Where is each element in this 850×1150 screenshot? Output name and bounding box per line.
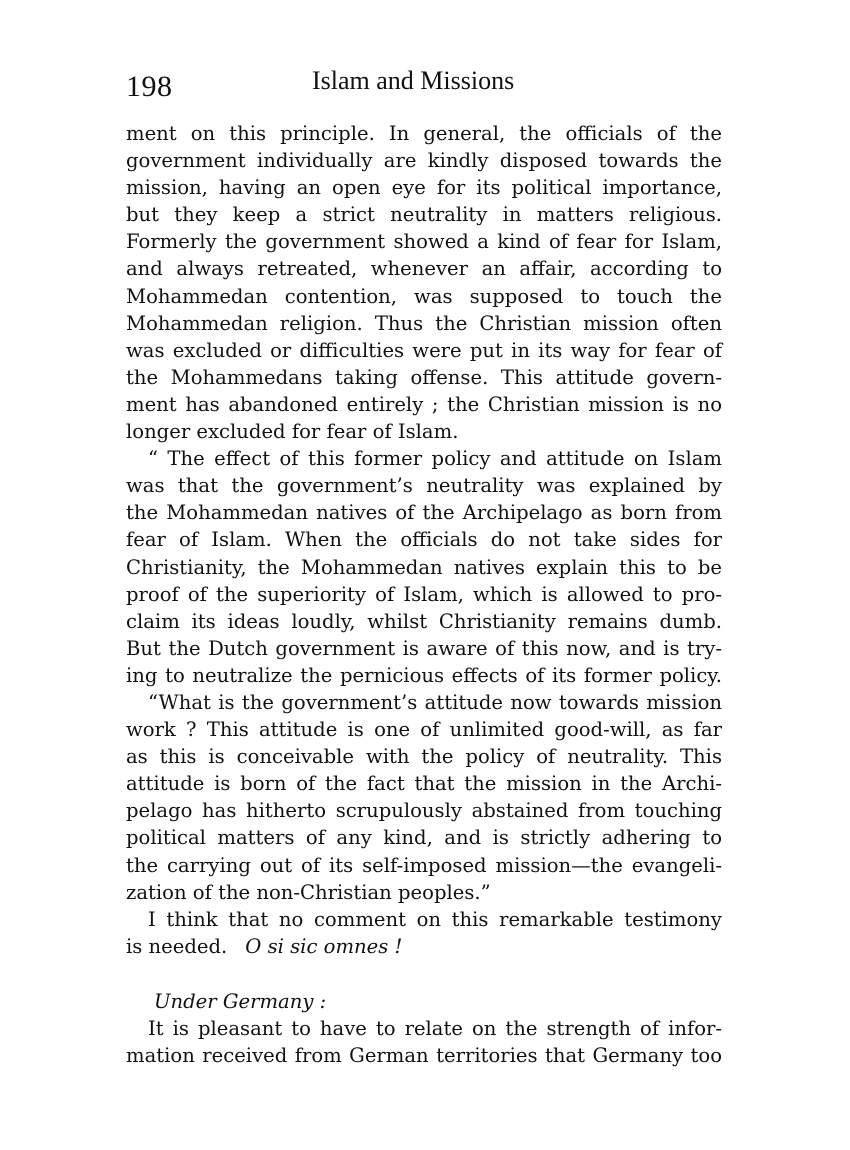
paragraph-start-line: I think that no comment on this remarkable testimony xyxy=(148,907,722,931)
text-line: fear of Islam. When the officials do not take sides for xyxy=(126,528,722,552)
text-line: the Mohammedan natives of the Archipelago as born from xyxy=(126,501,722,525)
text-line: Formerly the government showed a kind of fear for Islam, xyxy=(126,230,722,254)
text-line: longer excluded for fear of Islam. xyxy=(126,420,459,444)
text-line: and always retreated, whenever an affair, according to xyxy=(126,257,722,281)
text-line: claim its ideas loudly, whilst Christianity remains dumb. xyxy=(126,609,722,633)
text-line: pelago has hitherto scrupulously abstained from touching xyxy=(126,799,722,823)
text-line: ing to neutralize the pernicious effects of its former policy. xyxy=(126,663,722,687)
text-line: ment has abandoned entirely ; the Christian mission is no xyxy=(126,392,722,416)
text-line: But the Dutch government is aware of this now, and is try- xyxy=(126,636,722,660)
text-line: mation received from German territories that Germany too xyxy=(126,1044,722,1068)
text-line: attitude is born of the fact that the mission in the Archi- xyxy=(126,772,722,796)
paragraph-start-line: It is pleasant to have to relate on the strength of infor- xyxy=(148,1017,722,1040)
text-line: work ? This attitude is one of unlimited good-will, as far xyxy=(126,718,722,742)
page-number: 198 xyxy=(126,70,173,103)
section-heading: Under Germany : xyxy=(154,989,327,1013)
text-line: the Mohammedans taking offense. This attitude govern- xyxy=(126,365,722,389)
text-fragment: is needed. xyxy=(126,934,228,958)
running-head xyxy=(126,64,722,108)
text-line: political matters of any kind, and is strictly adhering to xyxy=(126,826,722,850)
section-spacer xyxy=(126,960,722,988)
text-line: proof of the superiority of Islam, which is allowed to pro- xyxy=(126,582,722,606)
text-line: government individually are kindly disposed towards the xyxy=(126,149,722,173)
text-line: as this is conceivable with the policy of neutrality. This xyxy=(126,745,722,769)
text-line: Mohammedan religion. Thus the Christian mission often xyxy=(126,311,722,335)
text-line-with-closing xyxy=(126,933,722,960)
text-line: ment on this principle. In general, the officials of the xyxy=(126,122,722,145)
running-title: Islam and Missions xyxy=(312,66,515,95)
paragraph-start-line: “ The effect of this former policy and attitude on Islam xyxy=(148,447,722,471)
closing-phrase: O si sic omnes ! xyxy=(245,934,403,958)
text-line: but they keep a strict neutrality in matters religious. xyxy=(126,203,722,227)
text-line: Mohammedan contention, was supposed to touch the xyxy=(126,284,722,308)
text-line: Christianity, the Mohammedan natives explain this to be xyxy=(126,555,722,579)
text-line: was that the government’s neutrality was explained by xyxy=(126,474,722,498)
paragraph-start-line: “What is the government’s attitude now towards mission xyxy=(148,690,722,714)
text-line: was excluded or difficulties were put in its way for fear of xyxy=(126,338,722,362)
text-line: the carrying out of its self-imposed mission—the evangeli- xyxy=(126,853,722,877)
text-line: mission, having an open eye for its political importance, xyxy=(126,176,722,200)
body-text xyxy=(126,120,722,1069)
text-line: zation of the non-Christian peoples.” xyxy=(126,880,491,904)
